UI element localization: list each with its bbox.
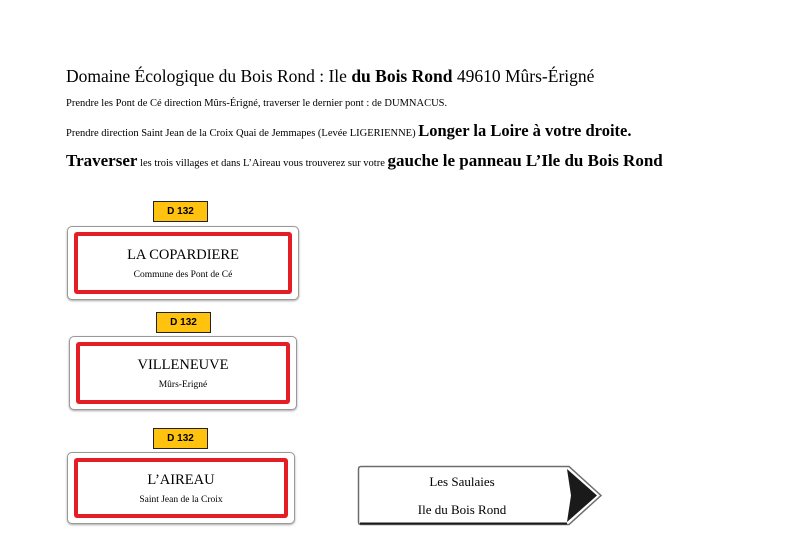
town-sign-red-frame xyxy=(74,458,288,518)
instruction-3-text: les trois villages et dans L’Aireau vous trouverez sur votre xyxy=(137,158,388,169)
town-sign-panel xyxy=(67,452,295,524)
road-number-tag: D 132 xyxy=(156,312,211,333)
direction-destination-2: Ile du Bois Rond xyxy=(417,501,507,517)
town-name: VILLENEUVE xyxy=(137,356,229,373)
instruction-2-bold: Longer la Loire à votre droite. xyxy=(418,121,632,140)
instruction-3-bold-end: gauche le panneau L’Ile du Bois Rond xyxy=(387,151,663,170)
town-commune: Commune des Pont de Cé xyxy=(133,269,233,280)
instruction-line-1: Prendre les Pont de Cé direction Mûrs-Érigné, traverser le dernier pont : de DUMNACUS. xyxy=(66,98,448,109)
town-commune: Mûrs-Erigné xyxy=(158,379,208,390)
town-sign-red-frame xyxy=(74,232,292,294)
instruction-3-bold-start: Traverser xyxy=(66,151,138,170)
direction-sign-text xyxy=(357,465,567,526)
town-sign-panel xyxy=(69,336,297,410)
title-part-1: Domaine Écologique du Bois Rond : Ile xyxy=(66,66,352,86)
instruction-line-3 xyxy=(66,151,663,171)
direction-sign xyxy=(357,465,603,526)
direction-destination-1: Les Saulaies xyxy=(429,473,495,489)
town-sign-red-frame xyxy=(76,342,290,404)
instruction-2-text: Prendre direction Saint Jean de la Croix Quai de Jemmapes (Levée LIGERIENNE) xyxy=(66,128,419,139)
town-name: L’AIREAU xyxy=(147,471,215,488)
road-number-tag: D 132 xyxy=(153,201,208,222)
town-name: LA COPARDIERE xyxy=(127,246,239,263)
town-sign-panel xyxy=(67,226,299,300)
title-bold: du Bois Rond xyxy=(351,66,453,86)
title-line xyxy=(66,66,594,87)
road-number-tag: D 132 xyxy=(153,428,208,449)
instruction-line-2 xyxy=(66,121,631,141)
title-postcode: 49610 Mûrs-Érigné xyxy=(452,66,595,86)
town-commune: Saint Jean de la Croix xyxy=(139,494,223,505)
